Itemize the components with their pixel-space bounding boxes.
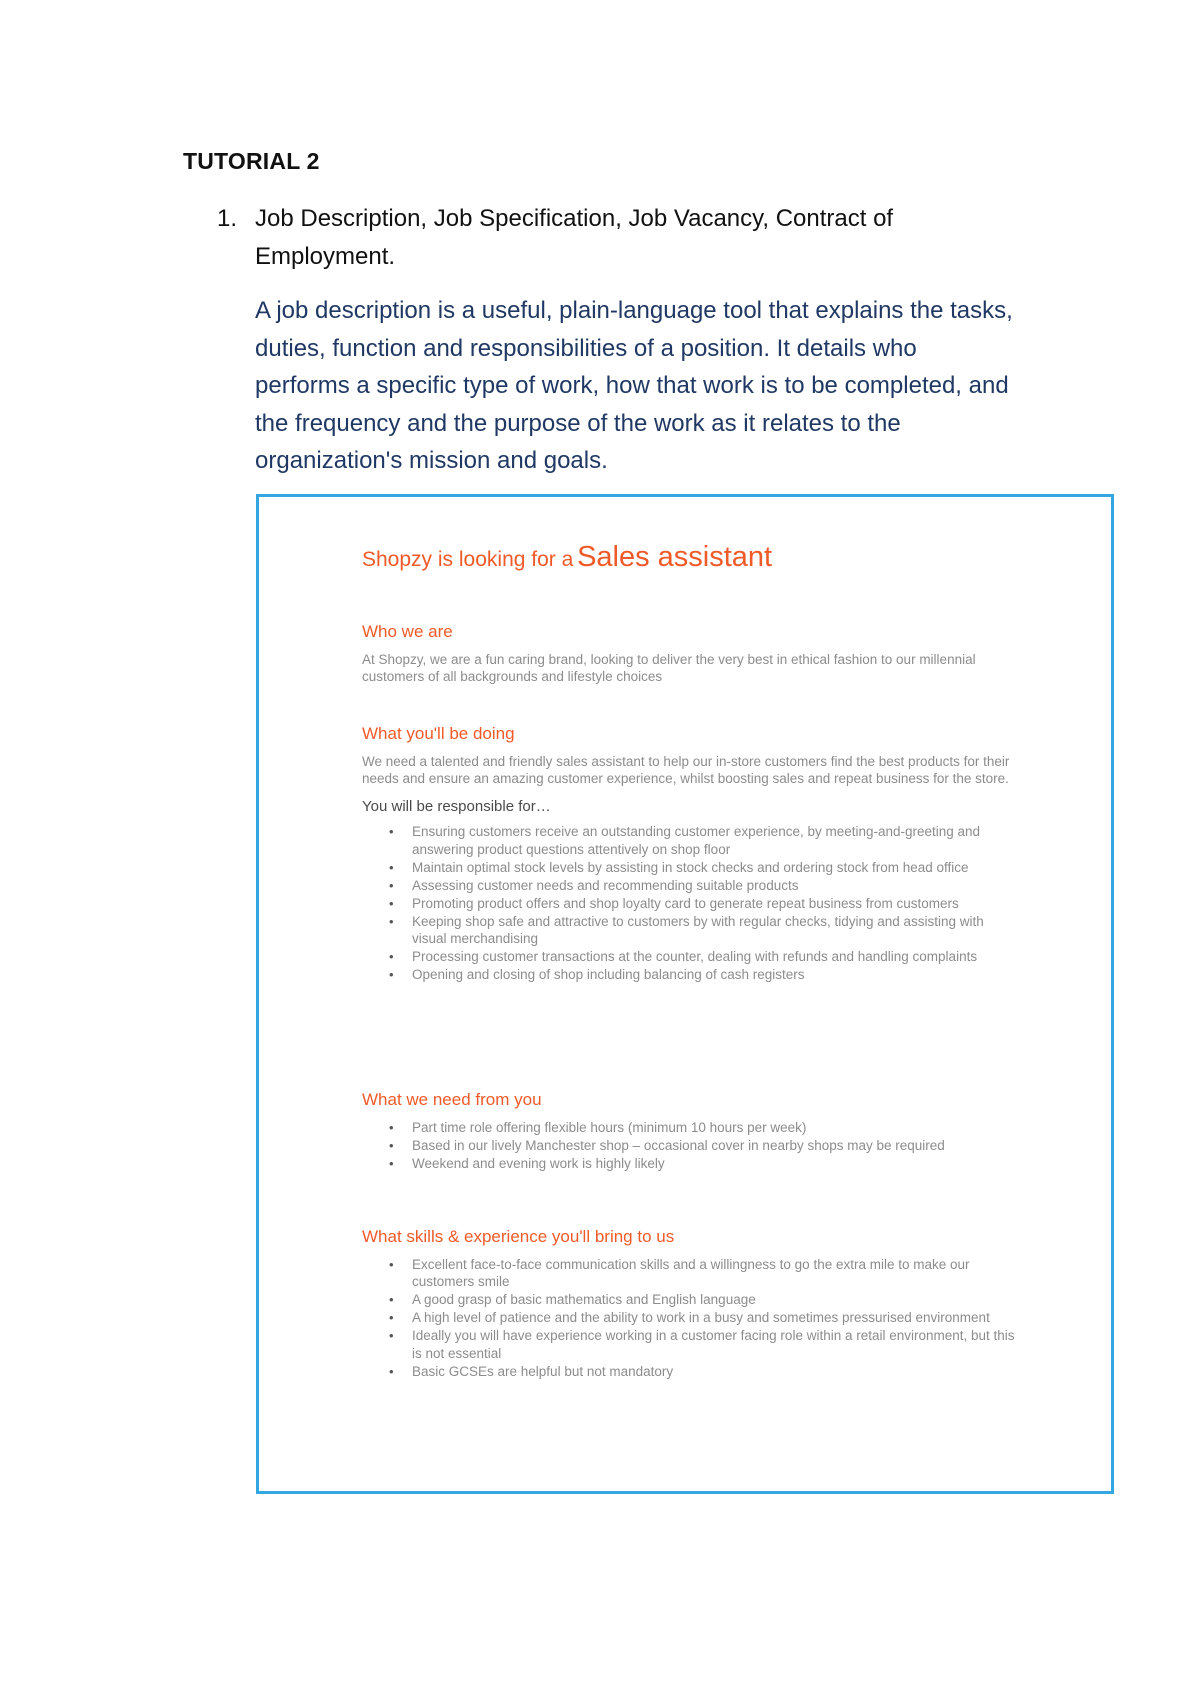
skills-list	[362, 1256, 1022, 1381]
list-item-text: Basic GCSEs are helpful but not mandatory	[412, 1363, 674, 1379]
bullet-icon: •	[389, 913, 394, 929]
list-item	[389, 877, 1022, 895]
list-item	[389, 913, 1022, 948]
list-item-text: A good grasp of basic mathematics and English language	[412, 1292, 756, 1307]
section-heading: What skills & experience you'll bring to us	[362, 1227, 675, 1246]
section-heading: What we need from you	[362, 1090, 542, 1109]
bullet-icon: •	[389, 1328, 394, 1343]
section-heading: Who we are	[362, 622, 453, 641]
list-item	[389, 1119, 1022, 1137]
list-item-text: Part time role offering flexible hours (minimum 10 hours per week)	[412, 1119, 807, 1135]
list-item	[389, 1155, 1022, 1173]
section-what-youll-be-doing	[362, 725, 1022, 984]
bullet-icon: •	[389, 967, 394, 982]
list-item-text: Ideally you will have experience working in a customer facing role within a retail environment, but this is not essential	[412, 1328, 1015, 1361]
bullet-icon: •	[389, 1292, 394, 1307]
bullet-icon: •	[389, 1310, 394, 1325]
bullet-icon: •	[389, 949, 394, 964]
bullet-icon: •	[389, 1363, 394, 1379]
list-item	[389, 1327, 1022, 1362]
bullet-icon: •	[389, 1256, 394, 1272]
list-item	[389, 823, 1022, 858]
responsibilities-subheading: You will be responsible for…	[362, 797, 551, 815]
numbered-item	[217, 200, 977, 276]
section-skills-experience	[362, 1228, 1022, 1381]
responsibilities-list	[362, 823, 1022, 984]
bullet-icon: •	[389, 1137, 394, 1153]
bullet-icon: •	[389, 877, 394, 893]
item-text: Job Description, Job Specification, Job Vacancy, Contract of Employment.	[255, 205, 894, 270]
embedded-job-advert-image	[256, 494, 1114, 1494]
list-item-text: A high level of patience and the ability to work in a busy and sometimes pressurised environment	[412, 1310, 990, 1325]
section-paragraph: We need a talented and friendly sales assistant to help our in-store customers find the best products for their needs and ensure an amazing customer experience, whilst boosting sales and repeat business for the store.	[362, 753, 1010, 786]
section-what-we-need-from-you	[362, 1091, 1022, 1173]
list-item	[389, 948, 1022, 966]
section-who-we-are	[362, 623, 1022, 686]
advert-title-role: Sales assistant	[577, 541, 773, 573]
advert-title-lead: Shopzy is looking for a	[362, 548, 574, 571]
job-description-paragraph: A job description is a useful, plain-language tool that explains the tasks, duties, function and responsibilities of a position. It details who performs a specific type of work, how that work is to be completed, and the frequency and the purpose of the work as it relates to the organization's mission and goals.	[255, 297, 1013, 474]
list-item-text: Processing customer transactions at the counter, dealing with refunds and handling complaints	[412, 949, 978, 964]
bullet-icon: •	[389, 824, 394, 839]
bullet-icon: •	[389, 1155, 394, 1171]
list-item-text: Keeping shop safe and attractive to customers by with regular checks, tidying and assisting with visual merchandising	[412, 913, 984, 946]
list-item-text: Based in our lively Manchester shop – occasional cover in nearby shops may be required	[412, 1137, 945, 1153]
list-item	[389, 1137, 1022, 1155]
list-item	[389, 1363, 1022, 1381]
list-item	[389, 966, 1022, 984]
list-item-text: Promoting product offers and shop loyalty card to generate repeat business from customers	[412, 895, 959, 911]
list-item-text: Weekend and evening work is highly likely	[412, 1155, 665, 1171]
list-item-text: Excellent face-to-face communication skills and a willingness to go the extra mile to make our customers smile	[412, 1256, 970, 1289]
item-number: 1.	[217, 205, 238, 232]
bullet-icon: •	[389, 859, 394, 875]
list-item-text: Opening and closing of shop including balancing of cash registers	[412, 967, 805, 982]
advert-title	[362, 541, 773, 573]
tutorial-heading: TUTORIAL 2	[183, 148, 320, 174]
bullet-icon: •	[389, 895, 394, 911]
list-item	[389, 1309, 1022, 1327]
list-item-text: Assessing customer needs and recommending suitable products	[412, 877, 799, 893]
section-paragraph: At Shopzy, we are a fun caring brand, looking to deliver the very best in ethical fashion to our millennial customers of all backgrounds and lifestyle choices	[362, 651, 976, 684]
list-item-text: Maintain optimal stock levels by assisting in stock checks and ordering stock from head office	[412, 859, 969, 875]
list-item	[389, 1291, 1022, 1309]
requirements-list	[362, 1119, 1022, 1173]
list-item	[389, 859, 1022, 877]
list-item-text: Ensuring customers receive an outstanding customer experience, by meeting-and-greeting and answering product questions attentively on shop floor	[412, 824, 981, 857]
list-item	[389, 895, 1022, 913]
section-heading: What you'll be doing	[362, 724, 515, 743]
list-item	[389, 1256, 1022, 1291]
bullet-icon: •	[389, 1119, 394, 1135]
